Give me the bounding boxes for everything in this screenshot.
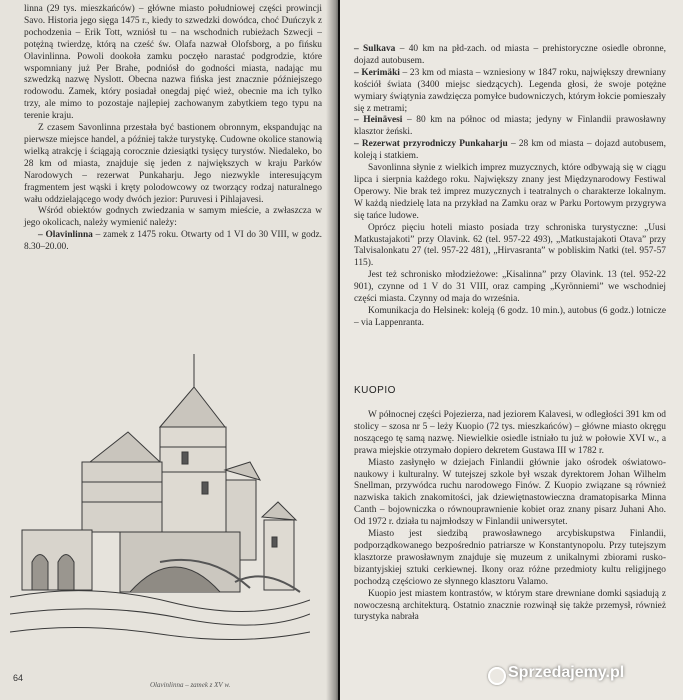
entry-text: – 40 km na płd-zach. od miasta – prehistoryczne osiedle obronne, dojazd autobusem. <box>354 44 666 66</box>
watermark-logo-icon <box>488 667 506 685</box>
right-text-column <box>354 44 666 330</box>
paragraph: Miasto jest siedzibą prawosławnego arcybiskupstwa Finlandii, podporządkowanego bezpośrednio patriarsze w Konstantynopolu. Przy tutejszym klasztorze prawosławnym znajduje się muzeum z unikalnymi zbiorami rusko-bizantyjskiej sztuki cerkiewnej. Ikony oraz różne przedmioty kultu religijnego pochodzą częściowo ze słynnego klasztoru Valamo. <box>354 529 666 587</box>
entry-term: – Rezerwat przyrodniczy Punkaharju <box>354 139 508 150</box>
paragraph: Jest też schronisko młodzieżowe: „Kisalinna” przy Olavink. 13 (tel. 952-22 901), czynne od 1 V do 31 VIII, oraz camping „Kyrönniemi” we wschodniej części miasta. Czynny od maja do września. <box>354 270 666 305</box>
entry-text: – 23 km od miasta – wzniesiony w 1847 roku, największy drewniany kościół świata (3400 miejsc siedzących). Legenda głosi, że swoje potężne wymiary świątynia zawdzięcza pomyłce budowniczych, którym łokcie pomieszały się z metrami; <box>354 67 666 114</box>
entry-term: – Olavinlinna <box>38 230 93 241</box>
entry-heinavesi <box>354 115 666 139</box>
paragraph: Oprócz pięciu hoteli miasto posiada trzy schroniska turystyczne: „Uusi Matkustajakoti” przy Olavink. 62 (tel. 957-22 493), „Matkustajakoti Otava” przy Talvisalonkatu 27 (tel. 957-22 481), „Hirvasranta” w pobliskim Natki (tel. 957-57 115). <box>354 222 666 269</box>
section-heading-kuopio: KUOPIO <box>354 385 396 396</box>
entry-punkaharju <box>354 139 666 163</box>
paragraph: W północnej części Pojezierza, nad jeziorem Kalavesi, w odległości 391 km od stolicy – szosa nr 5 – leży Kuopio (72 tys. mieszkańców) – główne miasto okręgu noszącego tę samą nazwę. Niewielkie osiedle istniało tu już w połowie XVI w., a prawa miejskie otrzymało dopiero dekretem Gustawa III w 1782 r. <box>354 410 666 456</box>
entry-text: – zamek z 1475 roku. Otwarty od 1 VI do 30 VIII, w godz. 8.30–20.00. <box>24 230 322 253</box>
paragraph: Kuopio jest miastem kontrastów, w którym stare drewniane domki sąsiadują z nowoczesną architekturą. Ostatnio znacznie rozwinął się także przemysł, również turystyka nabrała <box>354 588 666 623</box>
page-number: 64 <box>13 673 24 683</box>
paragraph: Komunikacja do Helsinek: koleją (6 godz. 10 min.), autobus (6 godz.) lotnicze – via Lappenranta. <box>354 305 666 328</box>
illustration-caption: Olavinlinna – zamek z XV w. <box>150 681 231 689</box>
entry-text: – 28 km od miasta – dojazd autobusem, koleją i statkiem. <box>354 139 666 162</box>
entry-sulkava <box>354 44 666 68</box>
kuopio-text-column <box>354 410 666 624</box>
entry-text: – 80 km na północ od miasta; jedyny w Finlandii prawosławny klasztor żeński. <box>354 115 666 138</box>
paragraph: Savonlinna słynie z wielkich imprez muzycznych, które odbywają się w ciągu lipca i sierpnia każdego roku. Największy znany jest Międzynarodowy Festiwal Operowy. Nie brak też imprez muzycznych i teatralnych o charakterze lokalnym. W każdą niedzielę lata na przykład na Zamku oraz w Parku Portowym przygrywa się tańce ludowe. <box>354 163 666 221</box>
entry-term: – Heinävesi <box>354 115 403 126</box>
castle-illustration <box>10 352 310 670</box>
paragraph: Wśród obiektów godnych zwiedzania w samym mieście, a zwłaszcza w jego okolicach, należy wymienić należy: <box>24 206 322 229</box>
paragraph: Z czasem Savonlinna przestała być bastionem obronnym, ekspandując na pierwsze miejsce handel, a później także turystykę. Cudowne okolice stanowią wielką atrakcję i ściągają corocznie dziesiątki tysięcy turystów. Niedaleko, bo 28 km od miasta, znajduje się jeden z największych w kraju Parków Narodowych – rezerwat Punkaharju. Jego niezwykle interesującym fragmentem jest wąski i kręty polodowcowy oz tworzący rodzaj naturalnego wału oddzielającego wody dwóch jezior: Puruvesi i Pihlajavesi. <box>24 123 322 205</box>
entry-kerimaki <box>354 68 666 116</box>
entry-olavinlinna <box>24 230 322 254</box>
entry-term: – Kerimäki <box>354 67 400 78</box>
entry-term: – Sulkava <box>354 44 396 54</box>
right-page <box>340 0 683 700</box>
paragraph: linna (29 tys. mieszkańców) – główne miasto południowej części prowincji Savo. Historia jego sięga 1475 r., kiedy to szwedzki dowódca, choć Duńczyk z pochodzenia – Erik Tott, wzniósł tu – na wschodnich rubieżach Szwecji – potężną twierdzę, którą na cześć św. Olafa nazwał Olofsborg, a po fińsku Olavinlinna. Powoli dookoła zamku poczęło narastać podgrodzie, które wspomniany już Per Brahe, podniósł do godności miasta, nadając mu szwedzką nazwę Nyslott. Obecna nazwa fińska jest znacznie późniejszego rodowodu. Zamek, który posiadał onegdaj pięć wież, obecnie ma ich tylko trzy, ale mimo to pozostaje najlepiej zachowanym zabytkiem tego typu na terenie kraju. <box>24 4 322 122</box>
left-text-column <box>24 4 322 254</box>
paragraph: Miasto zasłynęło w dziejach Finlandii głównie jako ośrodek oświatowo-naukowy i kulturalny. W tutejszej szkole był wszak dyrektorem Johan Wilhelm Snellman, przywódca ruchu narodowego Finów. Z Kuopio związane są również nazwiska takich znakomitości, jak dziewiętnastowieczna dramatopisarka Minna Canth – bojowniczka o równouprawnienie kobiet oraz znany pisarz Juhani Aho. Od 1972 r. działa tu najmłodszy w Finlandii uniwersytet. <box>354 457 666 528</box>
watermark: Sprzedajemy.pl <box>508 664 625 681</box>
left-page <box>0 0 338 700</box>
